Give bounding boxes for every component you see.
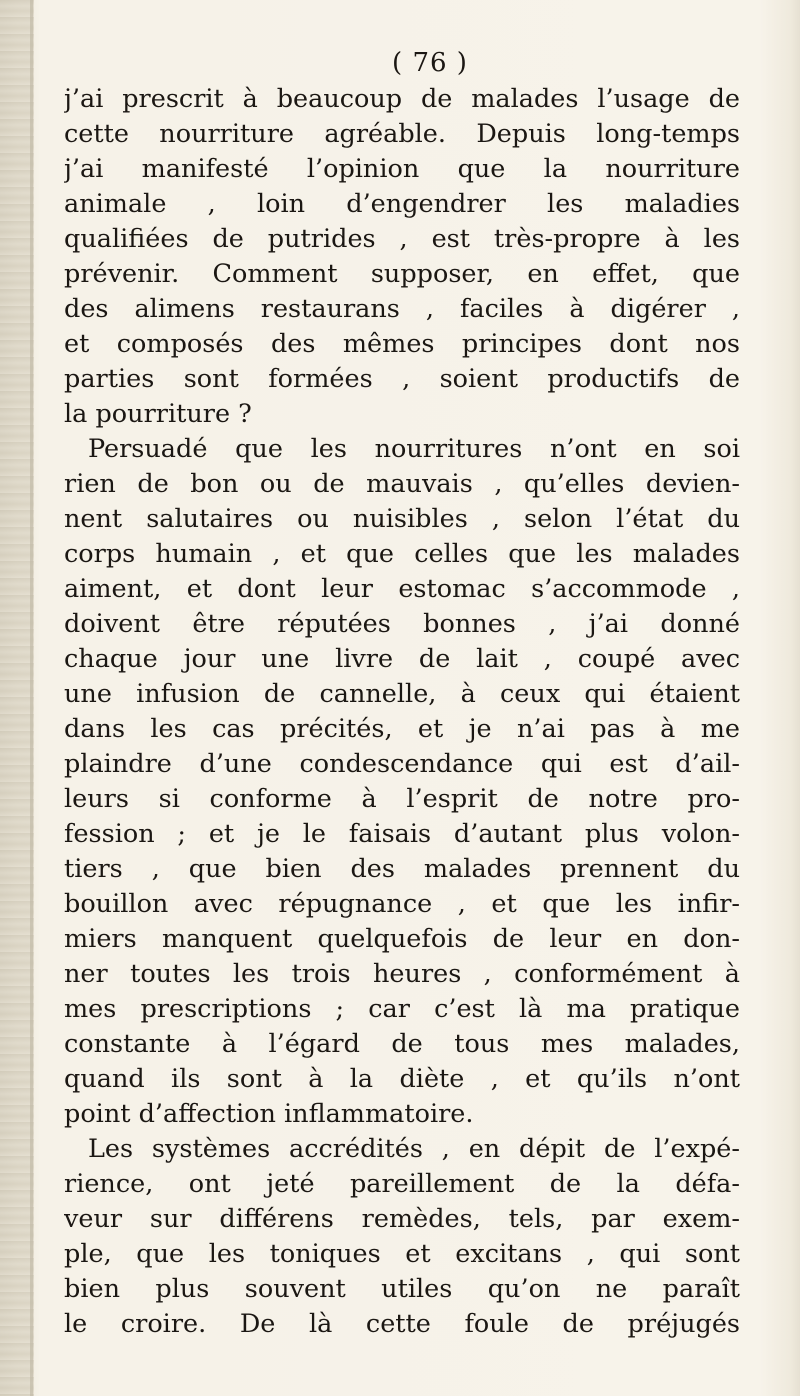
- text-line: j’ai prescrit à beaucoup de malades l’usage de: [64, 84, 740, 114]
- text-line: rience, ont jeté pareillement de la défa-: [64, 1169, 740, 1199]
- text-line: corps humain , et que celles que les malades: [64, 539, 740, 569]
- text-line: parties sont formées , soient productifs de: [64, 364, 740, 394]
- text-line: veur sur différens remèdes, tels, par exem-: [64, 1204, 740, 1234]
- paragraph-start-line: Les systèmes accrédités , en dépit de l’expé-: [88, 1134, 740, 1164]
- body-text: [64, 82, 740, 1342]
- text-line: des alimens restaurans , faciles à digérer ,: [64, 294, 740, 324]
- text-line: j’ai manifesté l’opinion que la nourriture: [64, 154, 740, 184]
- text-line: animale , loin d’engendrer les maladies: [64, 189, 740, 219]
- page-gutter: [0, 0, 34, 1396]
- paragraph-start-line: Persuadé que les nourritures n’ont en soi: [88, 434, 740, 464]
- page-number: ( 76 ): [392, 48, 468, 78]
- text-line: plaindre d’une condescendance qui est d’ail-: [64, 749, 740, 779]
- text-line: ner toutes les trois heures , conformément à: [64, 959, 740, 989]
- text-line: dans les cas précités, et je n’ai pas à me: [64, 714, 740, 744]
- text-line: prévenir. Comment supposer, en effet, que: [64, 259, 740, 289]
- gutter-edge: [30, 0, 33, 1396]
- text-line: qualifiées de putrides , est très-propre à les: [64, 224, 740, 254]
- text-line: doivent être réputées bonnes , j’ai donné: [64, 609, 740, 639]
- text-line: bouillon avec répugnance , et que les infir-: [64, 889, 740, 919]
- text-line: quand ils sont à la diète , et qu’ils n’ont: [64, 1064, 740, 1094]
- text-line: mes prescriptions ; car c’est là ma pratique: [64, 994, 740, 1024]
- text-line: cette nourriture agréable. Depuis long-temps: [64, 119, 740, 149]
- text-line: aiment, et dont leur estomac s’accommode ,: [64, 574, 740, 604]
- text-line: et composés des mêmes principes dont nos: [64, 329, 740, 359]
- text-line: nent salutaires ou nuisibles , selon l’état du: [64, 504, 740, 534]
- text-line: une infusion de cannelle, à ceux qui étaient: [64, 679, 740, 709]
- text-line: rien de bon ou de mauvais , qu’elles devien-: [64, 469, 740, 499]
- text-line: miers manquent quelquefois de leur en don-: [64, 924, 740, 954]
- text-line: point d’affection inflammatoire.: [64, 1099, 474, 1129]
- text-line: constante à l’égard de tous mes malades,: [64, 1029, 740, 1059]
- text-line: la pourriture ?: [64, 399, 252, 429]
- text-line: chaque jour une livre de lait , coupé avec: [64, 644, 740, 674]
- text-line: fession ; et je le faisais d’autant plus volon-: [64, 819, 740, 849]
- text-line: bien plus souvent utiles qu’on ne paraît: [64, 1274, 740, 1304]
- text-line: le croire. De là cette foule de préjugés: [64, 1309, 740, 1339]
- text-line: ple, que les toniques et excitans , qui sont: [64, 1239, 740, 1269]
- text-line: leurs si conforme à l’esprit de notre pro-: [64, 784, 740, 814]
- text-line: tiers , que bien des malades prennent du: [64, 854, 740, 884]
